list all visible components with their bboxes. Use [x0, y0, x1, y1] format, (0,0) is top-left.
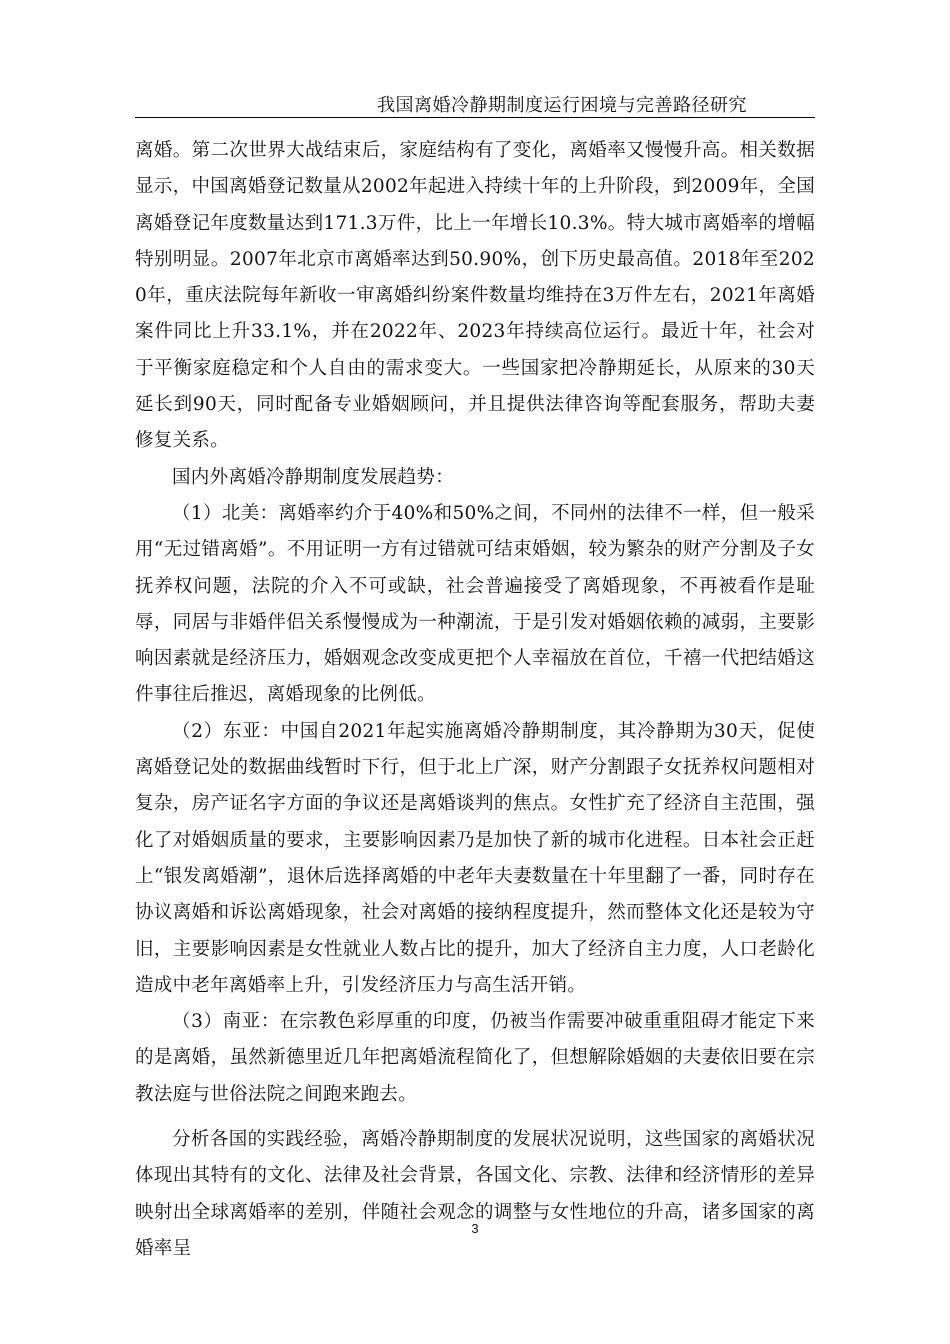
paragraph-north-america: （1）北美：离婚率约介于40%和50%之间，不同州的法律不一样，但一般采用“无过错离婚”。不用证明一方有过错就可结束婚姻，较为繁杂的财产分割及子女抚养权问题，法院的介入不可或缺，社会普遍接受了离婚现象，不再被看作是耻辱，同居与非婚伴侣关系慢慢成为一种潮流，于是引发对婚姻依赖的减弱，主要影响因素就是经济压力，婚姻观念改变成更把个人幸福放在首位，千禧一代把结婚这件事往后推迟，离婚现象的比例低。: [135, 502, 815, 706]
paragraph-east-asia: （2）东亚：中国自2021年起实施离婚冷静期制度，其冷静期为30天，促使离婚登记处的数据曲线暂时下行，但于北上广深，财产分割跟子女抚养权问题相对复杂，房产证名字方面的争议还是离婚谈判的焦点。女性扩充了经济自主范围，强化了对婚姻质量的要求，主要影响因素乃是加快了新的城市化进程。日本社会正赶上“银发离婚潮”，退休后选择离婚的中老年夫妻数量在十年里翻了一番，同时存在协议离婚和诉讼离婚现象，社会对离婚的接纳程度提升，然而整体文化还是较为守旧，主要影响因素是女性就业人数占比的提升，加大了经济自主力度，人口老龄化造成中老年离婚率上升，引发经济压力与高生活开销。: [135, 720, 815, 996]
paragraph-trend-heading: 国内外离婚冷静期制度发展趋势：: [172, 466, 455, 488]
paragraph-divorce-statistics: 离婚。第二次世界大战结束后，家庭结构有了变化，离婚率又慢慢升高。相关数据显示，中国离婚登记数量从2002年起进入持续十年的上升阶段，到2009年，全国离婚登记年度数量达到171.3万件，比上一年增长10.3%。特大城市离婚率的增幅特别明显。2007年北京市离婚率达到50.90%，创下历史最高值。2018年至2020年，重庆法院每年新收一审离婚纠纷案件数量均维持在3万件左右，2021年离婚案件同比上升33.1%，并在2022年、2023年持续高位运行。最近十年，社会对于平衡家庭稳定和个人自由的需求变大。一些国家把冷静期延长，从原来的30天延长到90天，同时配备专业婚姻顾问，并且提供法律咨询等配套服务，帮助夫妻修复关系。: [135, 140, 815, 452]
paragraph-summary: 分析各国的实践经验，离婚冷静期制度的发展状况说明，这些国家的离婚状况体现出其特有的文化、法律及社会背景，各国文化、宗教、法律和经济情形的差异映射出全球离婚率的差别，伴随社会观念的调整与女性地位的升高，诸多国家的离婚率呈: [135, 1129, 815, 1259]
running-header-title: 我国离婚冷静期制度运行困境与完善路径研究: [377, 95, 747, 116]
running-header: [135, 88, 815, 118]
paragraph-south-asia: （3）南亚：在宗教色彩厚重的印度，仍被当作需要冲破重重阻碍才能定下来的是离婚，虽然新德里近几年把离婚流程简化了，但想解除婚姻的夫妻依旧要在宗教法庭与世俗法院之间跑来跑去。: [135, 1011, 815, 1105]
body-text: [135, 133, 815, 1267]
page-number: 3: [471, 1221, 479, 1236]
